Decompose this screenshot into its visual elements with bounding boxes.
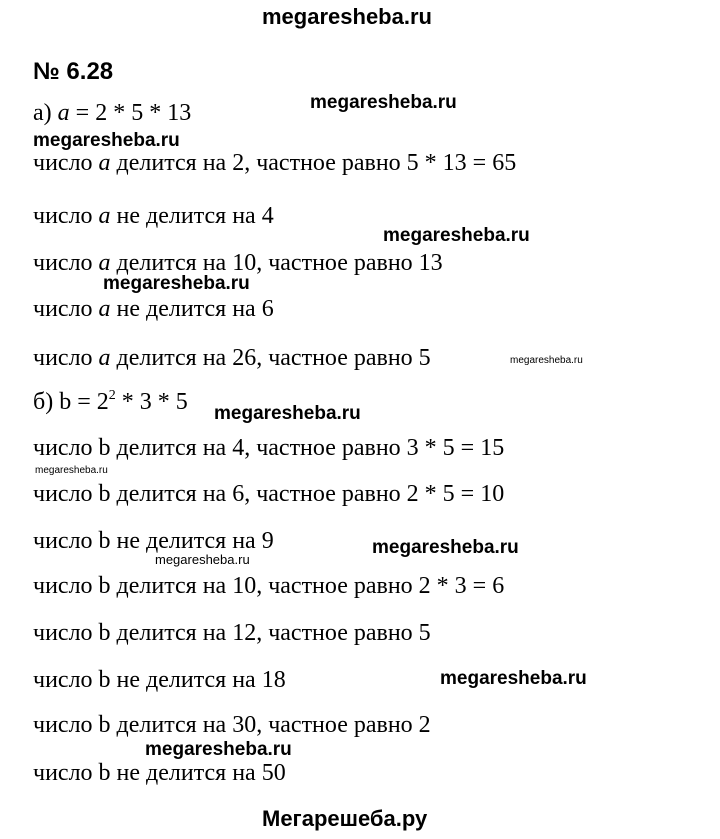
- part-b-line: число b не делится на 18: [33, 667, 286, 693]
- part-b-line: число b делится на 30, частное равно 2: [33, 712, 431, 738]
- part-a-line: [33, 204, 274, 228]
- part-b-title: [33, 390, 188, 414]
- header-site: megaresheba.ru: [262, 4, 432, 29]
- problem-number: № 6.28: [33, 58, 114, 85]
- watermark: megaresheba.ru: [440, 668, 587, 689]
- line-var: a: [98, 250, 111, 276]
- part-b-line: число b не делится на 9: [33, 528, 274, 554]
- part-a-line: [33, 151, 516, 175]
- watermark: megaresheba.ru: [510, 355, 583, 366]
- line-var: a: [98, 203, 111, 229]
- part-a-label: а): [33, 100, 52, 126]
- part-b-line: число b делится на 4, частное равно 3 * 5 = 15: [33, 435, 505, 461]
- part-b-label: б) b = 2: [33, 389, 109, 415]
- part-a-line: [33, 346, 431, 370]
- watermark: megaresheba.ru: [33, 130, 180, 151]
- part-b-line: число b делится на 12, частное равно 5: [33, 620, 431, 646]
- line-rest: делится на 2, частное равно 5 * 13 = 65: [116, 150, 517, 176]
- part-a-title: [33, 101, 191, 125]
- watermark: megaresheba.ru: [145, 739, 292, 760]
- watermark: megaresheba.ru: [310, 92, 457, 113]
- line-prefix: число: [33, 150, 93, 176]
- footer-site: Мегарешеба.ру: [262, 806, 428, 831]
- line-var: a: [98, 296, 111, 322]
- line-var: a: [98, 150, 111, 176]
- line-prefix: число: [33, 345, 93, 371]
- line-var: a: [98, 345, 111, 371]
- part-b-line: число b делится на 10, частное равно 2 * 3 = 6: [33, 573, 505, 599]
- part-b-exponent: 2: [108, 388, 116, 403]
- watermark: megaresheba.ru: [155, 552, 250, 567]
- part-a-line: [33, 251, 443, 275]
- line-rest: не делится на 6: [116, 296, 274, 322]
- part-a-line: [33, 297, 274, 321]
- part-b-expr: * 3 * 5: [115, 389, 188, 415]
- part-b-line: число b делится на 6, частное равно 2 * 5 = 10: [33, 481, 505, 507]
- part-b-line: число b не делится на 50: [33, 760, 286, 786]
- part-a-expr: = 2 * 5 * 13: [75, 100, 192, 126]
- line-prefix: число: [33, 203, 93, 229]
- line-rest: делится на 10, частное равно 13: [116, 250, 443, 276]
- line-rest: делится на 26, частное равно 5: [116, 345, 431, 371]
- watermark: megaresheba.ru: [383, 225, 530, 246]
- line-prefix: число: [33, 296, 93, 322]
- watermark: megaresheba.ru: [214, 403, 361, 424]
- part-a-var: a: [57, 100, 70, 126]
- watermark: megaresheba.ru: [35, 465, 108, 476]
- line-prefix: число: [33, 250, 93, 276]
- line-rest: не делится на 4: [116, 203, 274, 229]
- watermark: megaresheba.ru: [103, 273, 250, 294]
- watermark: megaresheba.ru: [372, 537, 519, 558]
